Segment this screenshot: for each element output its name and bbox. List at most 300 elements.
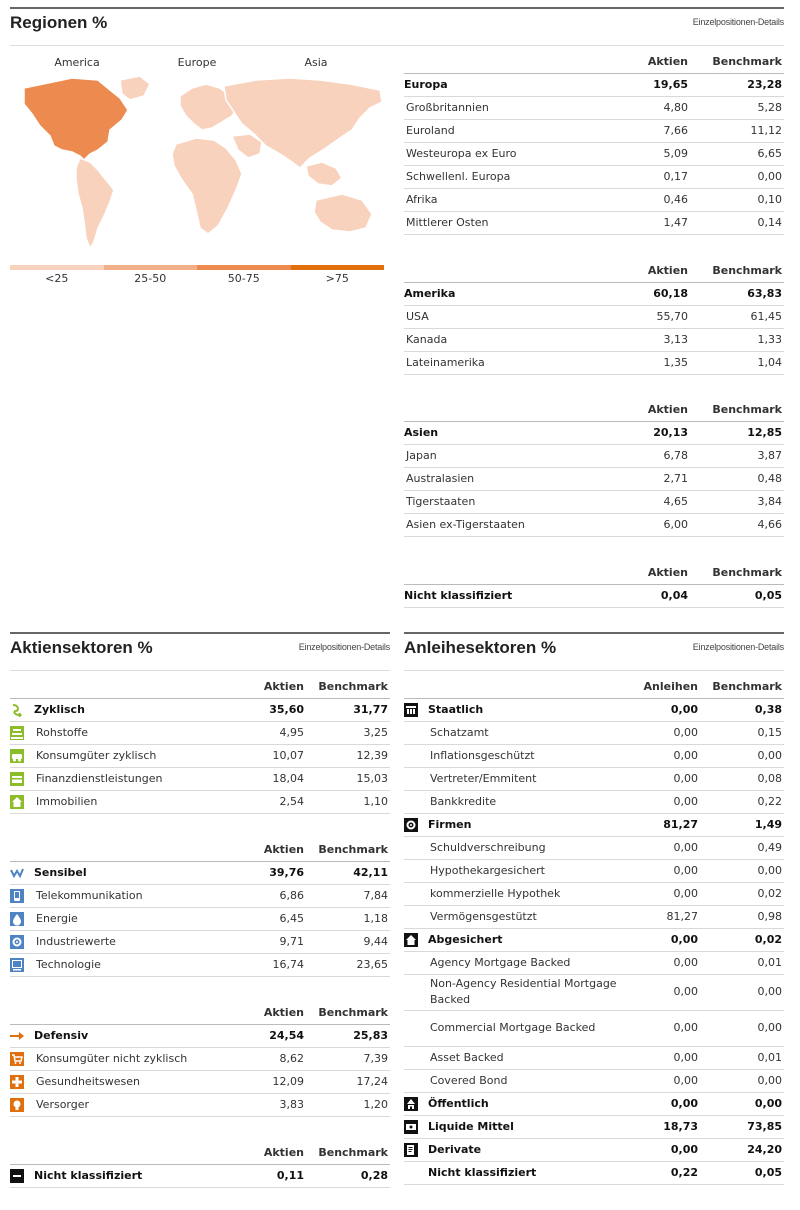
row-label: Europa xyxy=(404,73,604,96)
row-value-2: 7,39 xyxy=(306,1047,390,1070)
legend-label-4: >75 xyxy=(325,272,349,285)
table-header-row xyxy=(10,1001,390,1024)
row-value-1: 39,76 xyxy=(230,861,306,884)
legend-swatch-3 xyxy=(197,265,291,270)
row-value-2: 0,10 xyxy=(690,188,784,211)
column-header-2: Benchmark xyxy=(306,675,390,698)
row-value-2: 0,00 xyxy=(700,1069,784,1092)
row-value-2: 5,28 xyxy=(690,96,784,119)
row-label: Amerika xyxy=(404,282,604,305)
row-value-1: 20,13 xyxy=(604,421,690,444)
row-label: Westeuropa ex Euro xyxy=(404,142,604,165)
row-value-1: 0,00 xyxy=(624,767,700,790)
table-row xyxy=(404,119,784,142)
row-value-2: 4,66 xyxy=(690,513,784,536)
table-row xyxy=(10,953,390,976)
technology-icon xyxy=(10,958,24,972)
row-label: Konsumgüter zyklisch xyxy=(34,744,230,767)
column-header-2: Benchmark xyxy=(306,1141,390,1164)
row-label: Immobilien xyxy=(34,790,230,813)
row-value-1: 0,00 xyxy=(624,951,700,974)
row-value-1: 0,04 xyxy=(604,584,690,607)
column-header-2: Benchmark xyxy=(690,50,784,73)
table-header-row xyxy=(404,561,784,584)
row-value-2: 1,33 xyxy=(690,328,784,351)
row-value-2: 0,98 xyxy=(700,905,784,928)
row-value-1: 1,35 xyxy=(604,351,690,374)
row-label: Abgesichert xyxy=(428,928,624,951)
row-value-1: 0,00 xyxy=(624,1046,700,1069)
row-value-1: 8,62 xyxy=(230,1047,306,1070)
table-row xyxy=(404,513,784,536)
table-row xyxy=(10,1047,390,1070)
row-value-2: 1,18 xyxy=(306,907,390,930)
row-value-1: 4,80 xyxy=(604,96,690,119)
row-label: Asien ex-Tigerstaaten xyxy=(404,513,604,536)
table-row xyxy=(404,767,784,790)
row-value-2: 24,20 xyxy=(700,1138,784,1161)
icon-cell xyxy=(404,836,428,859)
row-label: Sensibel xyxy=(34,861,230,884)
icon-cell xyxy=(404,882,428,905)
row-value-1: 0,17 xyxy=(604,165,690,188)
icon-cell xyxy=(404,1115,428,1138)
row-value-2: 0,02 xyxy=(700,882,784,905)
table-row xyxy=(404,490,784,513)
row-label: Kanada xyxy=(404,328,604,351)
regions-title: Regionen % xyxy=(10,13,108,32)
row-label: Finanzdienstleistungen xyxy=(34,767,230,790)
table-row xyxy=(10,907,390,930)
row-value-2: 3,87 xyxy=(690,444,784,467)
row-label: Bankkredite xyxy=(428,790,624,813)
icon-cell xyxy=(10,767,34,790)
bond-sectors-title: Anleihesektoren % xyxy=(404,638,557,657)
row-value-2: 0,28 xyxy=(306,1164,390,1187)
group-row xyxy=(10,698,390,721)
legend-labels xyxy=(10,272,384,285)
row-value-1: 7,66 xyxy=(604,119,690,142)
group-row xyxy=(404,1138,784,1161)
row-value-1: 0,00 xyxy=(624,744,700,767)
row-label: Derivate xyxy=(428,1138,624,1161)
icon-cell xyxy=(10,907,34,930)
group-row xyxy=(404,584,784,607)
row-value-1: 0,00 xyxy=(624,790,700,813)
row-value-2: 61,45 xyxy=(690,305,784,328)
world-map-svg xyxy=(10,50,384,265)
table-row xyxy=(404,1069,784,1092)
row-value-2: 0,00 xyxy=(690,165,784,188)
row-value-1: 9,71 xyxy=(230,930,306,953)
table-row xyxy=(404,165,784,188)
row-value-2: 11,12 xyxy=(690,119,784,142)
column-header-2: Benchmark xyxy=(690,259,784,282)
group-row xyxy=(10,1024,390,1047)
row-value-2: 23,28 xyxy=(690,73,784,96)
municipal-icon xyxy=(404,1097,418,1111)
data-table xyxy=(10,1001,390,1117)
icon-cell xyxy=(10,930,34,953)
legend-label-1: <25 xyxy=(45,272,69,285)
row-value-1: 6,86 xyxy=(230,884,306,907)
consumer-defensive-icon xyxy=(10,1052,24,1066)
table-row xyxy=(404,142,784,165)
row-value-2: 0,48 xyxy=(690,467,784,490)
column-header-2: Benchmark xyxy=(690,398,784,421)
column-header-1: Aktien xyxy=(230,675,306,698)
column-header-label xyxy=(404,50,604,73)
table-header-row xyxy=(10,675,390,698)
icon-cell xyxy=(404,859,428,882)
row-value-1: 0,00 xyxy=(624,1138,700,1161)
table-row xyxy=(404,1046,784,1069)
row-label: Agency Mortgage Backed xyxy=(428,951,624,974)
table-row xyxy=(404,790,784,813)
row-label: Staatlich xyxy=(428,698,624,721)
row-value-2: 15,03 xyxy=(306,767,390,790)
row-value-2: 6,65 xyxy=(690,142,784,165)
row-label: Gesundheitswesen xyxy=(34,1070,230,1093)
map-label-europe: Europe xyxy=(177,56,217,69)
row-label: Defensiv xyxy=(34,1024,230,1047)
row-value-2: 17,24 xyxy=(306,1070,390,1093)
basic-materials-icon xyxy=(10,726,24,740)
equity-sectors-title: Aktiensektoren % xyxy=(10,638,153,657)
row-value-1: 55,70 xyxy=(604,305,690,328)
map-region-se-asia xyxy=(306,162,342,186)
row-label: Großbritannien xyxy=(404,96,604,119)
icon-cell xyxy=(10,861,34,884)
row-value-2: 0,00 xyxy=(700,744,784,767)
map-region-africa xyxy=(172,138,242,234)
icon-cell xyxy=(404,974,428,1010)
table-row xyxy=(404,305,784,328)
row-value-1: 81,27 xyxy=(624,813,700,836)
cyclical-icon xyxy=(10,703,24,717)
row-label: Nicht klassifiziert xyxy=(34,1164,230,1187)
row-label: Schatzamt xyxy=(428,721,624,744)
row-label: Telekommunikation xyxy=(34,884,230,907)
data-table xyxy=(10,1141,390,1188)
row-value-2: 1,04 xyxy=(690,351,784,374)
column-header-label xyxy=(404,561,604,584)
data-table xyxy=(404,259,784,375)
row-value-1: 6,78 xyxy=(604,444,690,467)
row-label: USA xyxy=(404,305,604,328)
row-label: Industriewerte xyxy=(34,930,230,953)
column-header-2: Benchmark xyxy=(306,838,390,861)
column-header-1: Aktien xyxy=(230,1001,306,1024)
table-header-row xyxy=(10,1141,390,1164)
industrials-icon xyxy=(10,935,24,949)
regions-details-link[interactable]: Einzelpositionen-Details xyxy=(692,17,784,27)
row-label: Schwellenl. Europa xyxy=(404,165,604,188)
row-label: Zyklisch xyxy=(34,698,230,721)
row-label: Mittlerer Osten xyxy=(404,211,604,234)
row-value-2: 0,02 xyxy=(700,928,784,951)
row-value-1: 60,18 xyxy=(604,282,690,305)
icon-cell xyxy=(10,884,34,907)
group-row xyxy=(404,1115,784,1138)
group-row xyxy=(404,421,784,444)
divider xyxy=(10,45,784,46)
icon-cell xyxy=(10,744,34,767)
data-table xyxy=(10,675,390,814)
row-value-2: 0,00 xyxy=(700,859,784,882)
table-row xyxy=(10,790,390,813)
column-header-label xyxy=(404,398,604,421)
row-value-1: 0,00 xyxy=(624,1092,700,1115)
healthcare-icon xyxy=(10,1075,24,1089)
icon-cell xyxy=(10,1093,34,1116)
row-value-1: 4,95 xyxy=(230,721,306,744)
group-row xyxy=(404,813,784,836)
icon-cell xyxy=(10,698,34,721)
row-label: Vertreter/Emmitent xyxy=(428,767,624,790)
row-value-2: 23,65 xyxy=(306,953,390,976)
utilities-icon xyxy=(10,1098,24,1112)
column-header-2: Benchmark xyxy=(690,561,784,584)
row-value-2: 12,39 xyxy=(306,744,390,767)
table-row xyxy=(404,974,784,1010)
icon-cell xyxy=(404,721,428,744)
icon-cell xyxy=(404,1138,428,1161)
row-label: Nicht klassifiziert xyxy=(428,1161,624,1184)
table-header-row xyxy=(404,675,784,698)
row-label: Hypothekargesichert xyxy=(428,859,624,882)
securitized-icon xyxy=(404,933,418,947)
row-value-2: 3,84 xyxy=(690,490,784,513)
column-header-label xyxy=(10,1141,230,1164)
bond-sectors-details-link[interactable]: Einzelpositionen-Details xyxy=(692,642,784,652)
column-header-2: Benchmark xyxy=(306,1001,390,1024)
row-label: Vermögensgestützt xyxy=(428,905,624,928)
column-header-label xyxy=(10,838,230,861)
row-value-2: 1,49 xyxy=(700,813,784,836)
icon-cell xyxy=(10,1070,34,1093)
table-row xyxy=(404,882,784,905)
row-value-1: 18,73 xyxy=(624,1115,700,1138)
bond-sectors-header xyxy=(404,632,784,670)
financial-services-icon xyxy=(10,772,24,786)
row-value-1: 0,00 xyxy=(624,721,700,744)
row-value-2: 12,85 xyxy=(690,421,784,444)
legend-label-3: 50-75 xyxy=(227,272,260,285)
row-label: Covered Bond xyxy=(428,1069,624,1092)
corporate-icon xyxy=(404,818,418,832)
row-label: Nicht klassifiziert xyxy=(404,584,604,607)
row-label: Japan xyxy=(404,444,604,467)
table-row xyxy=(404,951,784,974)
icon-cell xyxy=(10,790,34,813)
table-row xyxy=(10,884,390,907)
row-value-1: 0,00 xyxy=(624,882,700,905)
table-row xyxy=(10,1093,390,1116)
icon-cell xyxy=(404,1161,428,1184)
row-value-2: 0,00 xyxy=(700,1010,784,1046)
row-value-1: 5,09 xyxy=(604,142,690,165)
icon-cell xyxy=(10,1047,34,1070)
row-value-2: 63,83 xyxy=(690,282,784,305)
group-row xyxy=(404,928,784,951)
table-row xyxy=(10,767,390,790)
divider xyxy=(404,670,784,671)
not-classified-icon xyxy=(10,1169,24,1183)
table-header-row xyxy=(404,50,784,73)
table-row xyxy=(404,188,784,211)
group-row xyxy=(404,698,784,721)
table-header-row xyxy=(10,838,390,861)
row-value-2: 0,49 xyxy=(700,836,784,859)
legend-swatch-1 xyxy=(10,265,104,270)
row-label: Rohstoffe xyxy=(34,721,230,744)
table-row xyxy=(404,905,784,928)
icon-cell xyxy=(404,951,428,974)
table-row xyxy=(404,1010,784,1046)
data-table xyxy=(10,838,390,977)
row-label: Firmen xyxy=(428,813,624,836)
sensitive-icon xyxy=(10,866,24,880)
row-value-1: 0,46 xyxy=(604,188,690,211)
table-row xyxy=(404,721,784,744)
equity-sectors-details-link[interactable]: Einzelpositionen-Details xyxy=(298,642,390,652)
row-label: Öffentlich xyxy=(428,1092,624,1115)
row-value-2: 0,05 xyxy=(690,584,784,607)
icon-cell xyxy=(404,1010,428,1046)
row-value-2: 0,08 xyxy=(700,767,784,790)
row-value-1: 3,13 xyxy=(604,328,690,351)
icon-cell xyxy=(10,953,34,976)
table-header-row xyxy=(404,398,784,421)
row-value-1: 0,00 xyxy=(624,928,700,951)
icon-cell xyxy=(404,1046,428,1069)
row-value-1: 0,22 xyxy=(624,1161,700,1184)
derivative-icon xyxy=(404,1143,418,1157)
table-row xyxy=(10,721,390,744)
legend-label-2: 25-50 xyxy=(134,272,167,285)
row-value-1: 0,00 xyxy=(624,974,700,1010)
table-row xyxy=(404,444,784,467)
table-header-row xyxy=(404,259,784,282)
row-value-2: 0,15 xyxy=(700,721,784,744)
icon-cell xyxy=(10,721,34,744)
row-value-2: 42,11 xyxy=(306,861,390,884)
legend-swatch-2 xyxy=(104,265,198,270)
row-value-1: 0,11 xyxy=(230,1164,306,1187)
consumer-cyclical-icon xyxy=(10,749,24,763)
row-value-2: 1,10 xyxy=(306,790,390,813)
row-label: Technologie xyxy=(34,953,230,976)
icon-cell xyxy=(404,790,428,813)
icon-cell xyxy=(10,1024,34,1047)
row-label: Afrika xyxy=(404,188,604,211)
regions-header xyxy=(10,7,784,45)
row-value-1: 18,04 xyxy=(230,767,306,790)
row-value-1: 81,27 xyxy=(624,905,700,928)
row-value-1: 0,00 xyxy=(624,1010,700,1046)
row-value-1: 16,74 xyxy=(230,953,306,976)
table-row xyxy=(404,351,784,374)
row-label: Euroland xyxy=(404,119,604,142)
map-region-australia xyxy=(314,194,372,232)
data-table xyxy=(404,398,784,537)
row-value-1: 0,00 xyxy=(624,1069,700,1092)
row-value-1: 12,09 xyxy=(230,1070,306,1093)
table-row xyxy=(404,96,784,119)
government-icon xyxy=(404,703,418,717)
row-value-1: 6,00 xyxy=(604,513,690,536)
row-value-2: 3,25 xyxy=(306,721,390,744)
row-value-2: 9,44 xyxy=(306,930,390,953)
row-value-2: 73,85 xyxy=(700,1115,784,1138)
map-region-america xyxy=(24,78,128,160)
row-label: Liquide Mittel xyxy=(428,1115,624,1138)
row-value-1: 0,00 xyxy=(624,698,700,721)
column-header-1: Anleihen xyxy=(624,675,700,698)
cash-icon xyxy=(404,1120,418,1134)
icon-cell xyxy=(404,1069,428,1092)
icon-cell xyxy=(404,813,428,836)
map-legend xyxy=(10,265,384,285)
row-value-2: 1,20 xyxy=(306,1093,390,1116)
group-row xyxy=(404,1161,784,1184)
row-value-1: 35,60 xyxy=(230,698,306,721)
group-row xyxy=(10,1164,390,1187)
column-header-1: Aktien xyxy=(230,1141,306,1164)
column-header-label xyxy=(10,1001,230,1024)
row-label: Asset Backed xyxy=(428,1046,624,1069)
defensive-icon xyxy=(10,1029,24,1043)
map-label-america: America xyxy=(54,56,100,69)
row-value-2: 31,77 xyxy=(306,698,390,721)
row-value-2: 0,00 xyxy=(700,1092,784,1115)
row-value-2: 0,01 xyxy=(700,1046,784,1069)
column-header-label xyxy=(10,675,230,698)
world-map xyxy=(10,50,384,290)
column-header-label xyxy=(404,259,604,282)
equity-sectors-header xyxy=(10,632,390,670)
row-label: Schuldverschreibung xyxy=(428,836,624,859)
row-value-1: 6,45 xyxy=(230,907,306,930)
table-row xyxy=(404,744,784,767)
row-value-2: 0,14 xyxy=(690,211,784,234)
row-value-1: 0,00 xyxy=(624,836,700,859)
row-label: Versorger xyxy=(34,1093,230,1116)
row-label: Inflationsgeschützt xyxy=(428,744,624,767)
row-value-2: 0,05 xyxy=(700,1161,784,1184)
table-row xyxy=(404,211,784,234)
map-region-greenland xyxy=(120,76,150,100)
group-row xyxy=(404,73,784,96)
row-value-1: 24,54 xyxy=(230,1024,306,1047)
real-estate-icon xyxy=(10,795,24,809)
column-header-2: Benchmark xyxy=(700,675,784,698)
row-value-1: 10,07 xyxy=(230,744,306,767)
row-value-2: 0,38 xyxy=(700,698,784,721)
column-header-1: Aktien xyxy=(604,259,690,282)
icon-cell xyxy=(404,1092,428,1115)
row-value-2: 0,00 xyxy=(700,974,784,1010)
table-row xyxy=(10,1070,390,1093)
icon-cell xyxy=(404,905,428,928)
row-value-1: 19,65 xyxy=(604,73,690,96)
row-label: Tigerstaaten xyxy=(404,490,604,513)
data-table xyxy=(404,50,784,235)
group-row xyxy=(404,282,784,305)
row-value-1: 0,00 xyxy=(624,859,700,882)
row-label: Lateinamerika xyxy=(404,351,604,374)
